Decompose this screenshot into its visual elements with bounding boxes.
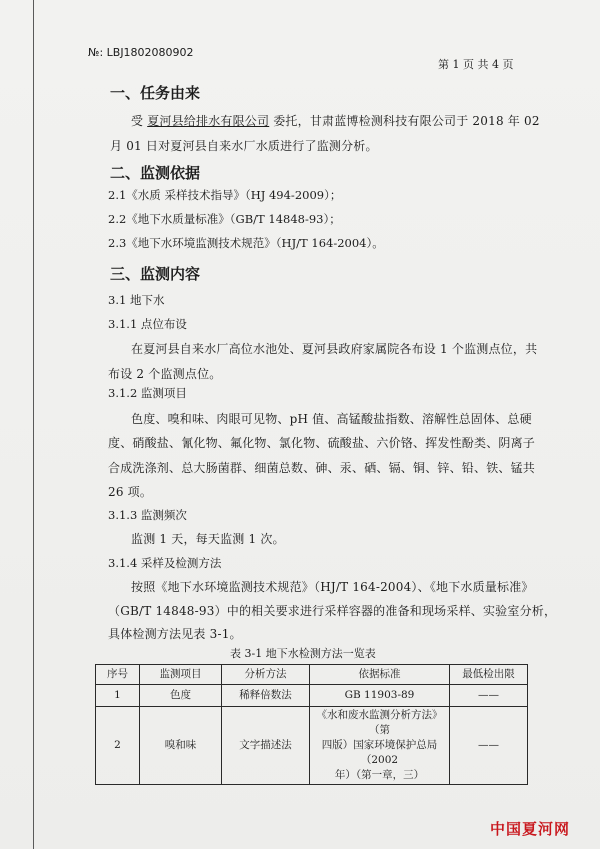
- site-watermark: 中国夏河网: [490, 820, 571, 838]
- subsection-3-1-3: 3.1.3 监测频次: [108, 508, 187, 522]
- cell-standard: GB 11903-89: [310, 685, 450, 707]
- subsection-3-1-2: 3.1.2 监测项目: [108, 386, 187, 400]
- table-header-row: [96, 665, 528, 685]
- para-prefix: 受: [131, 114, 144, 128]
- section-1-para-line-1: [131, 112, 540, 129]
- client-company: 夏河县给排水有限公司: [147, 114, 270, 128]
- cell-limit: ——: [450, 707, 528, 785]
- subsection-3-1-4: 3.1.4 采样及检测方法: [108, 556, 222, 570]
- paragraph-line: 合成洗涤剂、总大肠菌群、细菌总数、砷、汞、硒、镉、铜、锌、铅、铁、锰共: [108, 461, 536, 475]
- section-2-title: 二、监测依据: [110, 164, 201, 182]
- header-no: 序号: [96, 665, 140, 685]
- paragraph-line: 监测 1 天，每天监测 1 次。: [131, 532, 285, 546]
- paragraph-line: 布设 2 个监测点位。: [108, 367, 222, 381]
- table-row: [96, 685, 528, 707]
- paragraph-line: 按照《地下水环境监测技术规范》（HJ/T 164-2004）、《地下水质量标准》: [131, 580, 534, 594]
- cell-item: 色度: [140, 685, 222, 707]
- cell-standard: [310, 707, 450, 785]
- subsection-3-1-1: 3.1.1 点位布设: [108, 317, 187, 331]
- paragraph-line: 度、硝酸盐、氰化物、氟化物、氯化物、硫酸盐、六价铬、挥发性酚类、阴离子: [108, 436, 536, 450]
- paragraph-line: （GB/T 14848-93）中的相关要求进行采样容器的准备和现场采样、实验室分析，: [108, 604, 557, 618]
- table-row: [96, 707, 528, 785]
- basis-item: 2.1《水质 采样技术指导》（HJ 494-2009）；: [108, 188, 342, 202]
- page-number: 第 1 页 共 4 页: [438, 58, 514, 71]
- section-1-title: 一、任务由来: [110, 84, 201, 102]
- header-method: 分析方法: [222, 665, 310, 685]
- standard-line: 四版）国家环境保护总局（2002: [321, 739, 438, 766]
- paragraph-line: 色度、嗅和味、肉眼可见物、pH 值、高锰酸盐指数、溶解性总固体、总硬: [131, 412, 532, 426]
- basis-item: 2.2《地下水质量标准》（GB/T 14848-93）；: [108, 212, 341, 226]
- cell-method: 稀释倍数法: [222, 685, 310, 707]
- subsection-3-1: 3.1 地下水: [108, 293, 165, 307]
- header-limit: 最低检出限: [450, 665, 528, 685]
- binding-edge-line: [33, 0, 34, 849]
- paragraph-line: 26 项。: [108, 485, 153, 499]
- cell-no: 2: [96, 707, 140, 785]
- cell-no: 1: [96, 685, 140, 707]
- section-1-para-line-2: 月 01 日对夏河县自来水厂水质进行了监测分析。: [110, 139, 378, 153]
- standard-line: 《水和废水监测分析方法》（第: [316, 709, 443, 736]
- para-rest: 委托，甘肃蓝博检测科技有限公司于 2018 年 02: [273, 114, 540, 128]
- cell-limit: ——: [450, 685, 528, 707]
- paragraph-line: 具体检测方法见表 3-1。: [108, 627, 242, 641]
- table-caption: 表 3-1 地下水检测方法一览表: [230, 647, 376, 660]
- document-number: №: LBJ1802080902: [88, 46, 194, 59]
- basis-item: 2.3《地下水环境监测技术规范》（HJ/T 164-2004）。: [108, 236, 384, 250]
- cell-item: 嗅和味: [140, 707, 222, 785]
- section-3-title: 三、监测内容: [110, 265, 201, 283]
- methods-table: [95, 664, 528, 785]
- cell-method: 文字描述法: [222, 707, 310, 785]
- header-standard: 依据标准: [310, 665, 450, 685]
- header-item: 监测项目: [140, 665, 222, 685]
- paragraph-line: 在夏河县自来水厂高位水池处、夏河县政府家属院各布设 1 个监测点位，共: [131, 342, 538, 356]
- standard-line: 年）（第一章，三）: [334, 769, 425, 781]
